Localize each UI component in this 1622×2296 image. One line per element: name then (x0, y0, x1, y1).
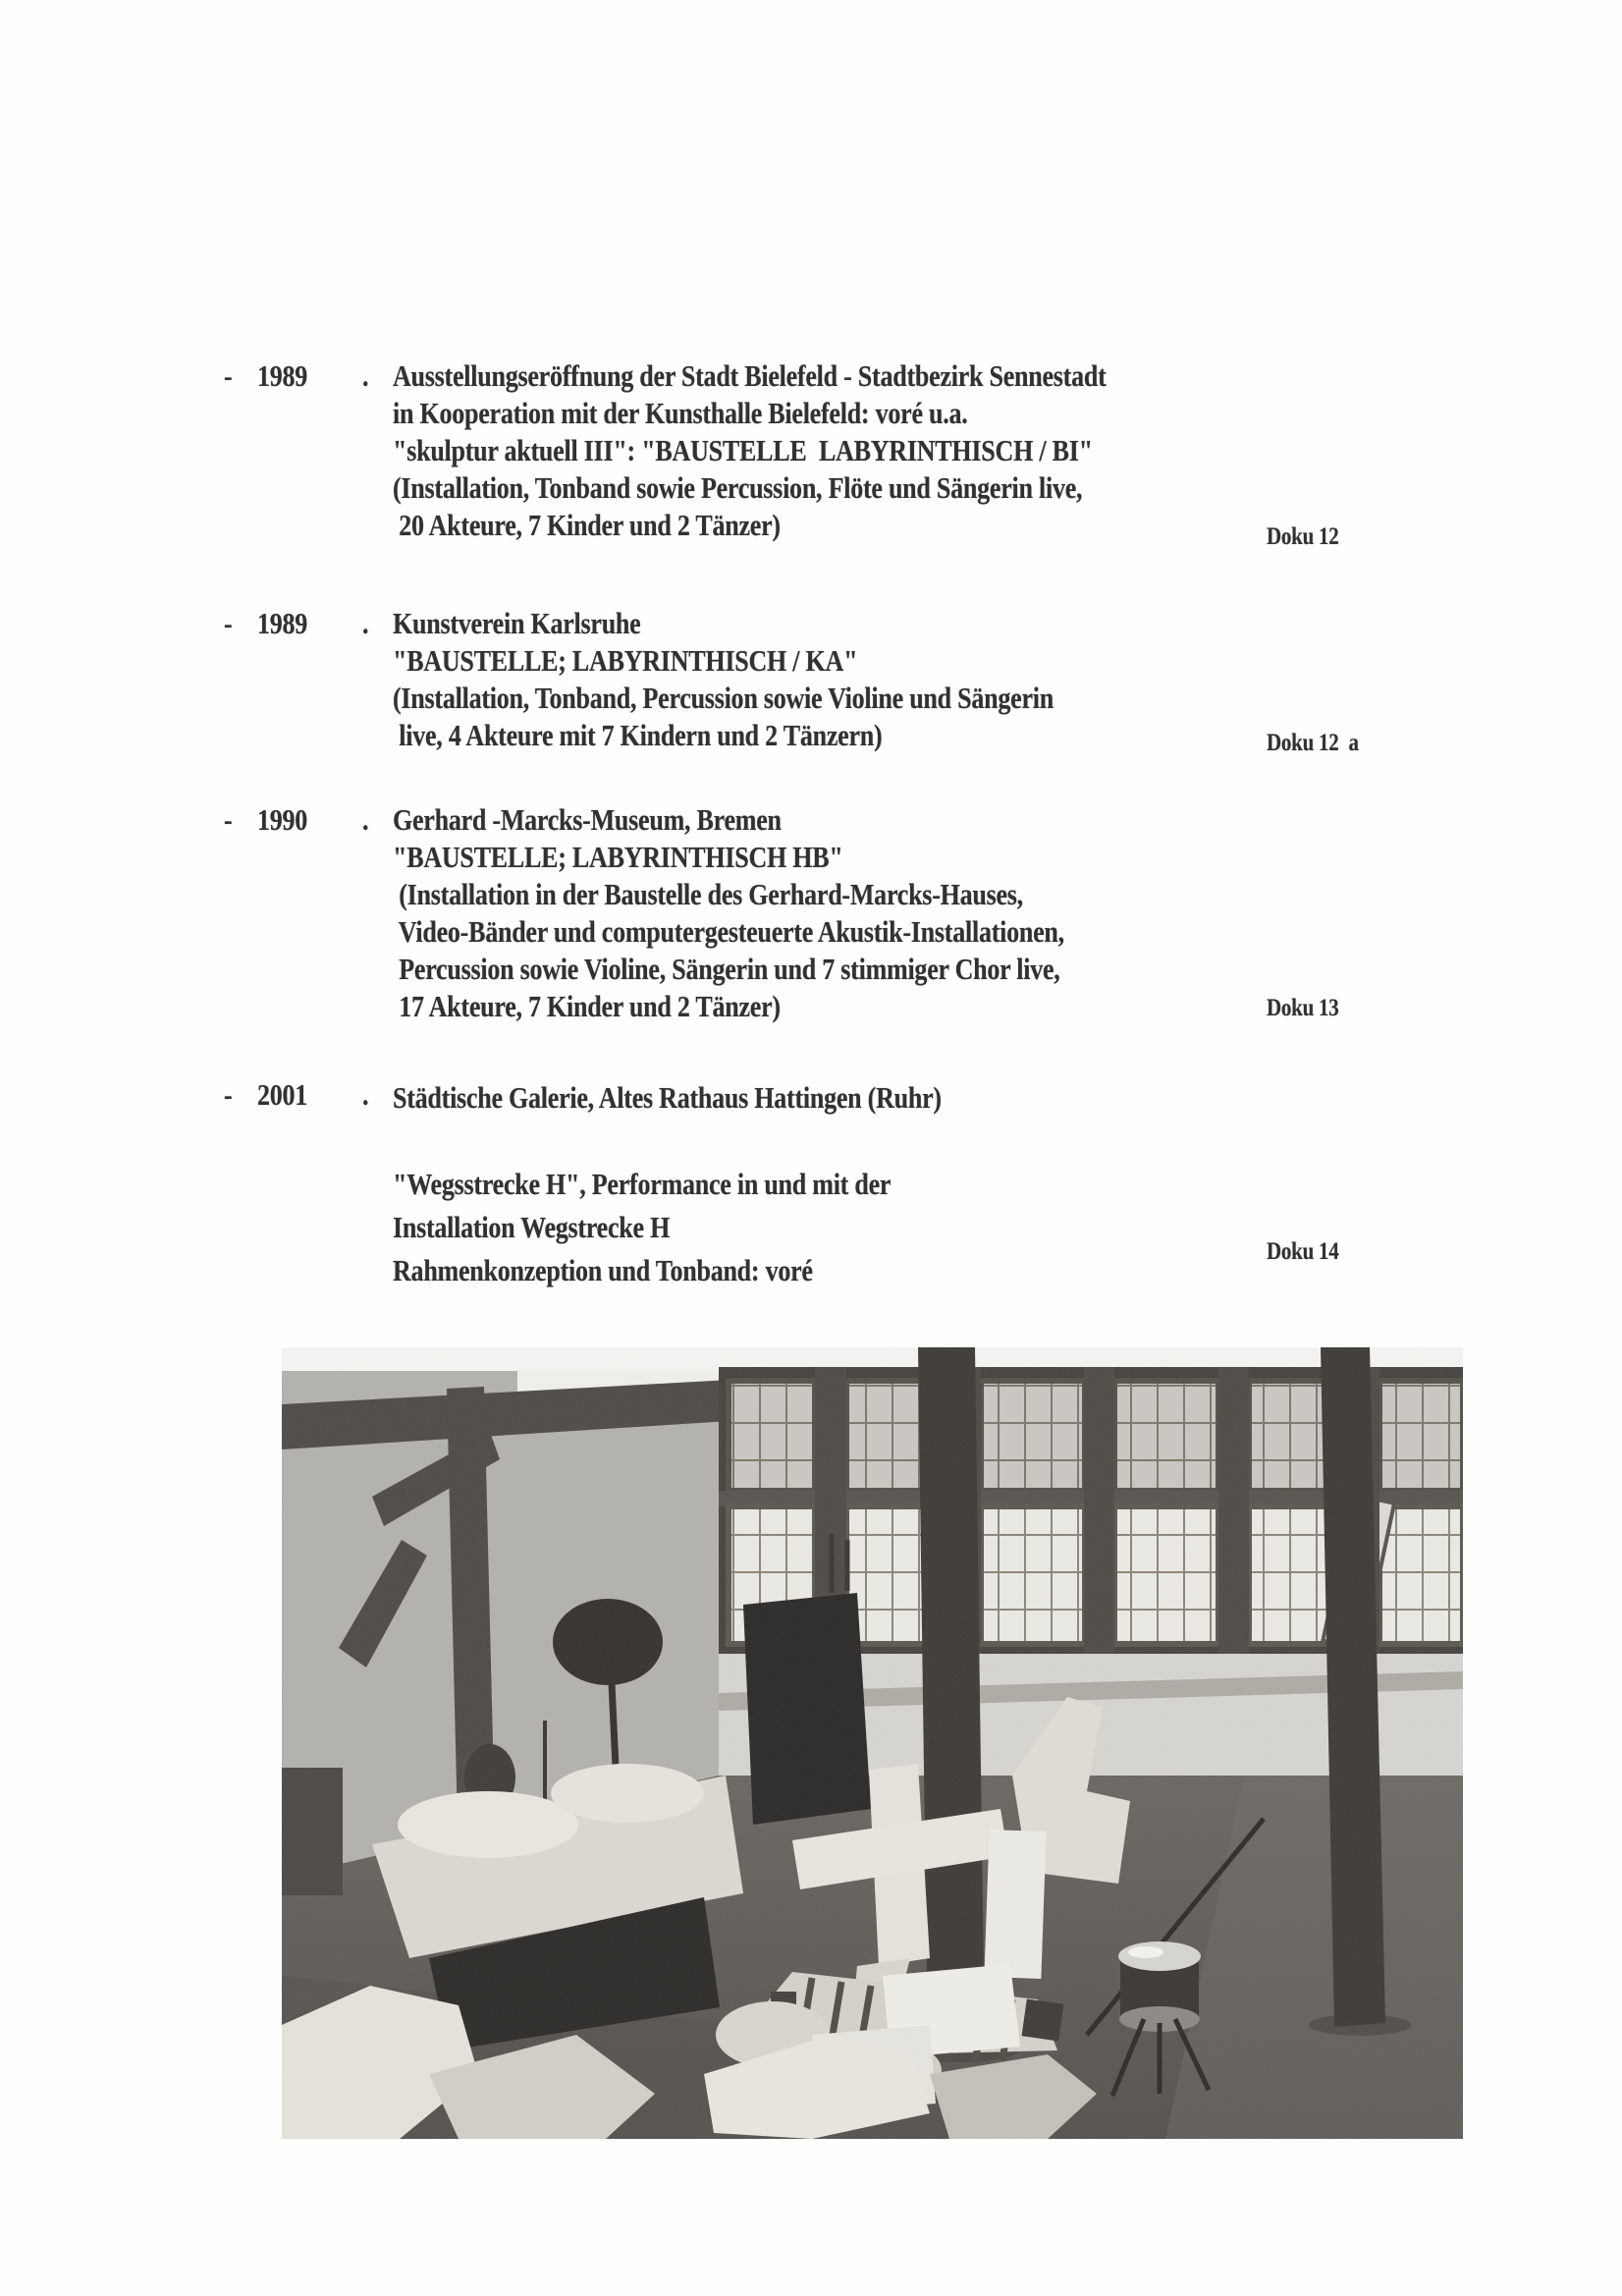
entry-line: Ausstellungseröffnung der Stadt Bielefeld - Stadtbezirk Sennestadt (393, 358, 1107, 393)
entry-line: live, 4 Akteure mit 7 Kindern und 2 Tänzern) (393, 718, 883, 752)
entry-line: (Installation, Tonband, Percussion sowie Violine und Sängerin (393, 681, 1054, 715)
entry-line: "Wegsstrecke H", Performance in und mit der (393, 1167, 892, 1201)
entry-line: "BAUSTELLE; LABYRINTHISCH HB" (393, 840, 843, 874)
entry-dash: - (224, 606, 233, 640)
entry-line: (Installation, Tonband sowie Percussion, Flöte und Sängerin live, (393, 470, 1083, 505)
entry-line: Städtische Galerie, Altes Rathaus Hattingen (Ruhr) (393, 1080, 942, 1115)
entry-line: 20 Akteure, 7 Kinder und 2 Tänzer) (393, 508, 781, 542)
entry-line: in Kooperation mit der Kunsthalle Bielefeld: voré u.a. (393, 396, 968, 430)
entry-text (393, 1076, 1046, 1292)
entry-line: (Installation in der Baustelle des Gerhard-Marcks-Hauses, (393, 877, 1023, 911)
entry-line: Rahmenkonzeption und Tonband: voré (393, 1253, 813, 1287)
entry-dash: - (224, 802, 233, 837)
entry-year: 1990 (257, 802, 308, 837)
entry-line: Kunstverein Karlsruhe (393, 606, 641, 640)
entry-year: 1989 (257, 606, 308, 640)
entry-line: "BAUSTELLE; LABYRINTHISCH / KA" (393, 643, 858, 678)
entry-bullet: . (362, 1077, 369, 1112)
entry-line: "skulptur aktuell III": "BAUSTELLE LABYRINTHISCH / BI" (393, 433, 1093, 467)
doku-reference: Doku 12 a (1267, 730, 1359, 756)
entry-bullet: . (362, 802, 369, 837)
exhibition-photo-graphic (282, 1347, 1463, 2139)
entry-text (393, 605, 1179, 754)
entry-year: 2001 (257, 1077, 308, 1112)
doku-reference: Doku 12 (1267, 523, 1339, 550)
entry-line (393, 1120, 942, 1163)
entry-line: Video-Bänder und computergesteuerte Akustik-Installationen, (393, 914, 1064, 949)
entry-bullet: . (362, 358, 369, 393)
entry-bullet: . (362, 606, 369, 640)
exhibition-photo (282, 1347, 1463, 2139)
entry-line: Gerhard -Marcks-Museum, Bremen (393, 802, 782, 837)
entry-line: 17 Akteure, 7 Kinder und 2 Tänzer) (393, 989, 781, 1023)
entry-line: Percussion sowie Violine, Sängerin und 7 stimmiger Chor live, (393, 952, 1060, 986)
entry-year: 1989 (257, 358, 308, 393)
entry-dash: - (224, 358, 233, 393)
photo-grain (282, 1347, 1463, 2139)
entry-dash: - (224, 1077, 233, 1112)
entry-line: Installation Wegstrecke H (393, 1210, 671, 1244)
entry-text (393, 801, 1192, 1025)
doku-reference: Doku 14 (1267, 1238, 1339, 1265)
doku-reference: Doku 13 (1267, 995, 1339, 1021)
entry-text (393, 357, 1242, 544)
